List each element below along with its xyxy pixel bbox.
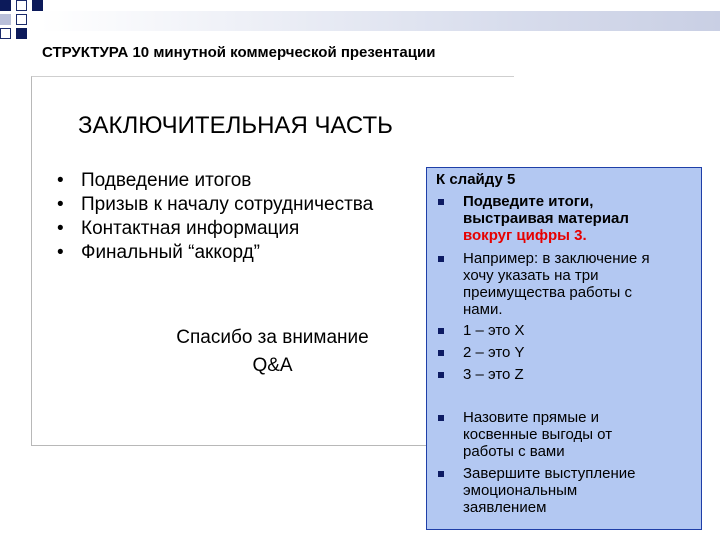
square-bullet-icon	[438, 199, 444, 205]
bullet-icon: •	[57, 194, 64, 215]
slide-bullet-list	[57, 169, 373, 265]
list-item	[57, 193, 373, 217]
square-bullet-icon	[438, 256, 444, 262]
qa-text: Q&A	[252, 355, 293, 376]
closing-block	[160, 324, 385, 380]
list-item	[57, 217, 373, 241]
decor-square-7	[16, 28, 27, 39]
bullet-text: Контактная информация	[81, 218, 300, 239]
square-bullet-icon	[438, 471, 444, 477]
thanks-text: Спасибо за внимание	[176, 327, 369, 348]
square-bullet-icon	[438, 350, 444, 356]
note-item-text: Подведите итоги, выстраивая материал	[463, 193, 629, 227]
note-title: К слайду 5	[436, 171, 516, 188]
bullet-text: Призыв к началу сотрудничества	[81, 194, 374, 215]
bullet-icon: •	[57, 218, 64, 239]
decor-square-5	[16, 14, 27, 25]
bullet-text: Финальный “аккорд”	[81, 242, 260, 263]
note-item-text: Назовите прямые и косвенные выгоды от работы с вами	[463, 409, 613, 460]
bullet-text: Подведение итогов	[81, 170, 252, 191]
note-item-text: 1 – это X	[463, 322, 525, 339]
decor-square-1	[0, 0, 11, 11]
note-item-text: Например: в заключение я хочу указать на три преимущества работы с нами.	[463, 250, 650, 318]
list-item	[57, 169, 373, 193]
decor-square-6	[0, 28, 11, 39]
bullet-icon: •	[57, 170, 64, 191]
note-item-text: 3 – это Z	[463, 366, 524, 383]
square-bullet-icon	[438, 372, 444, 378]
note-item-text: Завершите выступление эмоциональным заявлением	[463, 465, 636, 516]
note-item-text: 2 – это Y	[463, 344, 525, 361]
note-item-highlight: вокруг цифры 3.	[463, 227, 587, 244]
square-bullet-icon	[438, 328, 444, 334]
page-title: СТРУКТУРА 10 минутной коммерческой презентации	[42, 44, 436, 61]
slide-heading: ЗАКЛЮЧИТЕЛЬНАЯ ЧАСТЬ	[78, 112, 393, 139]
decor-square-4	[0, 14, 11, 25]
decor-square-2	[16, 0, 27, 11]
list-item	[57, 241, 373, 265]
header-gradient-bar	[40, 11, 720, 31]
square-bullet-icon	[438, 415, 444, 421]
bullet-icon: •	[57, 242, 64, 263]
decor-square-3	[32, 0, 43, 11]
